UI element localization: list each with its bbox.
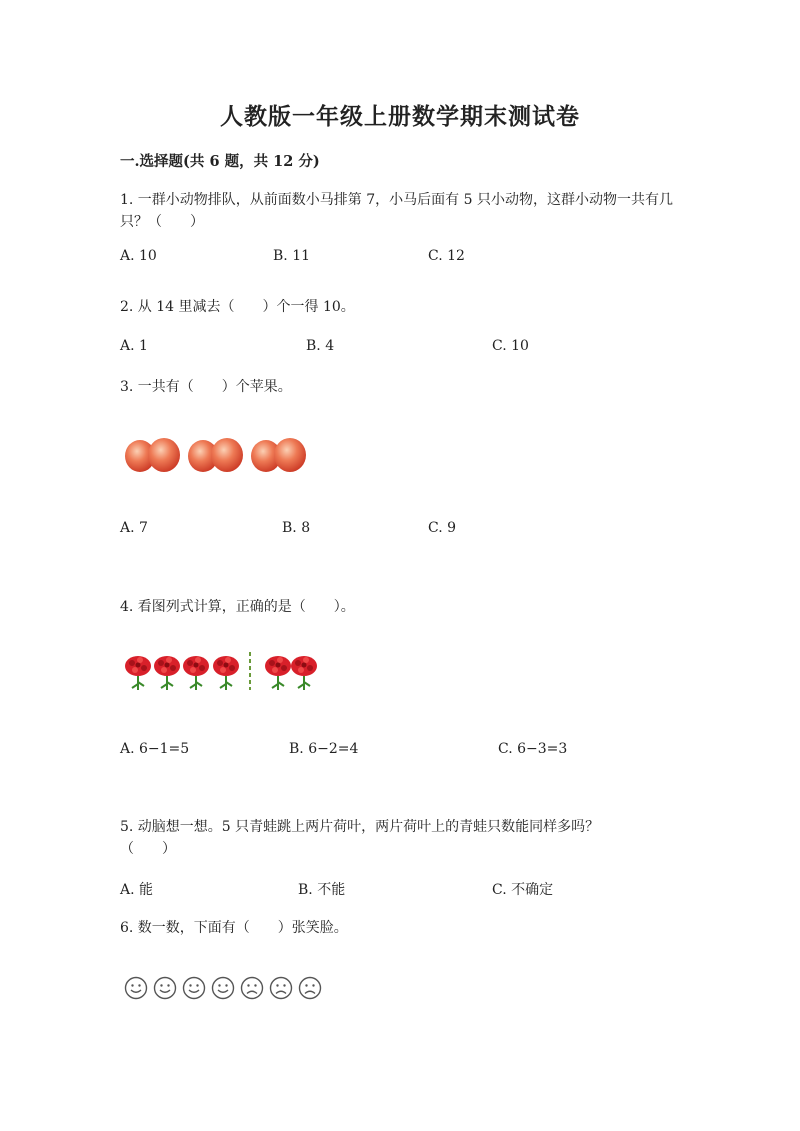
question-1-line-2: 只？（ ） [120,214,204,230]
q2-option-b: B. 4 [306,338,335,354]
frowning-face-icon [300,978,321,999]
question-5-text [120,816,599,860]
q3-option-c: C. 9 [428,520,457,536]
q3-option-b: B. 8 [282,520,311,536]
question-1-text [120,189,673,233]
q3-option-a: A. 7 [120,520,148,536]
frowning-face-icon [271,978,292,999]
q1-option-b: B. 11 [273,248,311,264]
q5-option-a: A. 能 [120,882,154,898]
q1-option-c: C. 12 [428,248,465,264]
smiling-face-icon [184,978,205,999]
q4-option-b: B. 6−2=4 [289,741,359,757]
q5-option-b: B. 不能 [298,882,346,898]
q2-option-c: C. 10 [492,338,529,354]
smiling-face-icon [213,978,234,999]
apple-group-1 [125,438,180,472]
apple-group-3 [251,438,306,472]
question-6-text: 6. 数一数，下面有（ ）张笑脸。 [120,920,348,936]
apple-group-2 [188,438,243,472]
q2-option-a: A. 1 [120,338,148,354]
flowers-figure [124,650,324,694]
question-5-line-2: （ ） [120,841,176,857]
q5-option-c: C. 不确定 [492,882,554,898]
q1-option-a: A. 10 [120,248,157,264]
flower [291,656,317,690]
q4-option-c: C. 6−3=3 [498,741,568,757]
smiling-face-icon [155,978,176,999]
question-5-line-1: 5. 动脑想一想。5 只青蛙跳上两片荷叶，两片荷叶上的青蛙只数能同样多吗？ [120,819,600,835]
question-3-text: 3. 一共有（ ）个苹果。 [120,379,292,395]
flower [265,656,291,690]
flower [183,656,209,690]
q4-option-a: A. 6−1=5 [120,741,190,757]
apples-figure [120,430,310,478]
apple [148,438,180,472]
question-4-text: 4. 看图列式计算，正确的是（ ）。 [120,599,355,615]
section-heading: 一.选择题(共 6 题，共 12 分) [120,153,320,170]
apple [211,438,243,472]
page-title: 人教版一年级上册数学期末测试卷 [220,103,580,130]
question-2-text: 2. 从 14 里减去（ ）个一得 10。 [120,299,355,315]
apple [274,438,306,472]
question-1-line-1: 1. 一群小动物排队，从前面数小马排第 7，小马后面有 5 只小动物，这群小动物一共有几 [120,192,673,208]
faces-figure [124,976,329,1002]
flower [154,656,180,690]
flower [213,656,239,690]
